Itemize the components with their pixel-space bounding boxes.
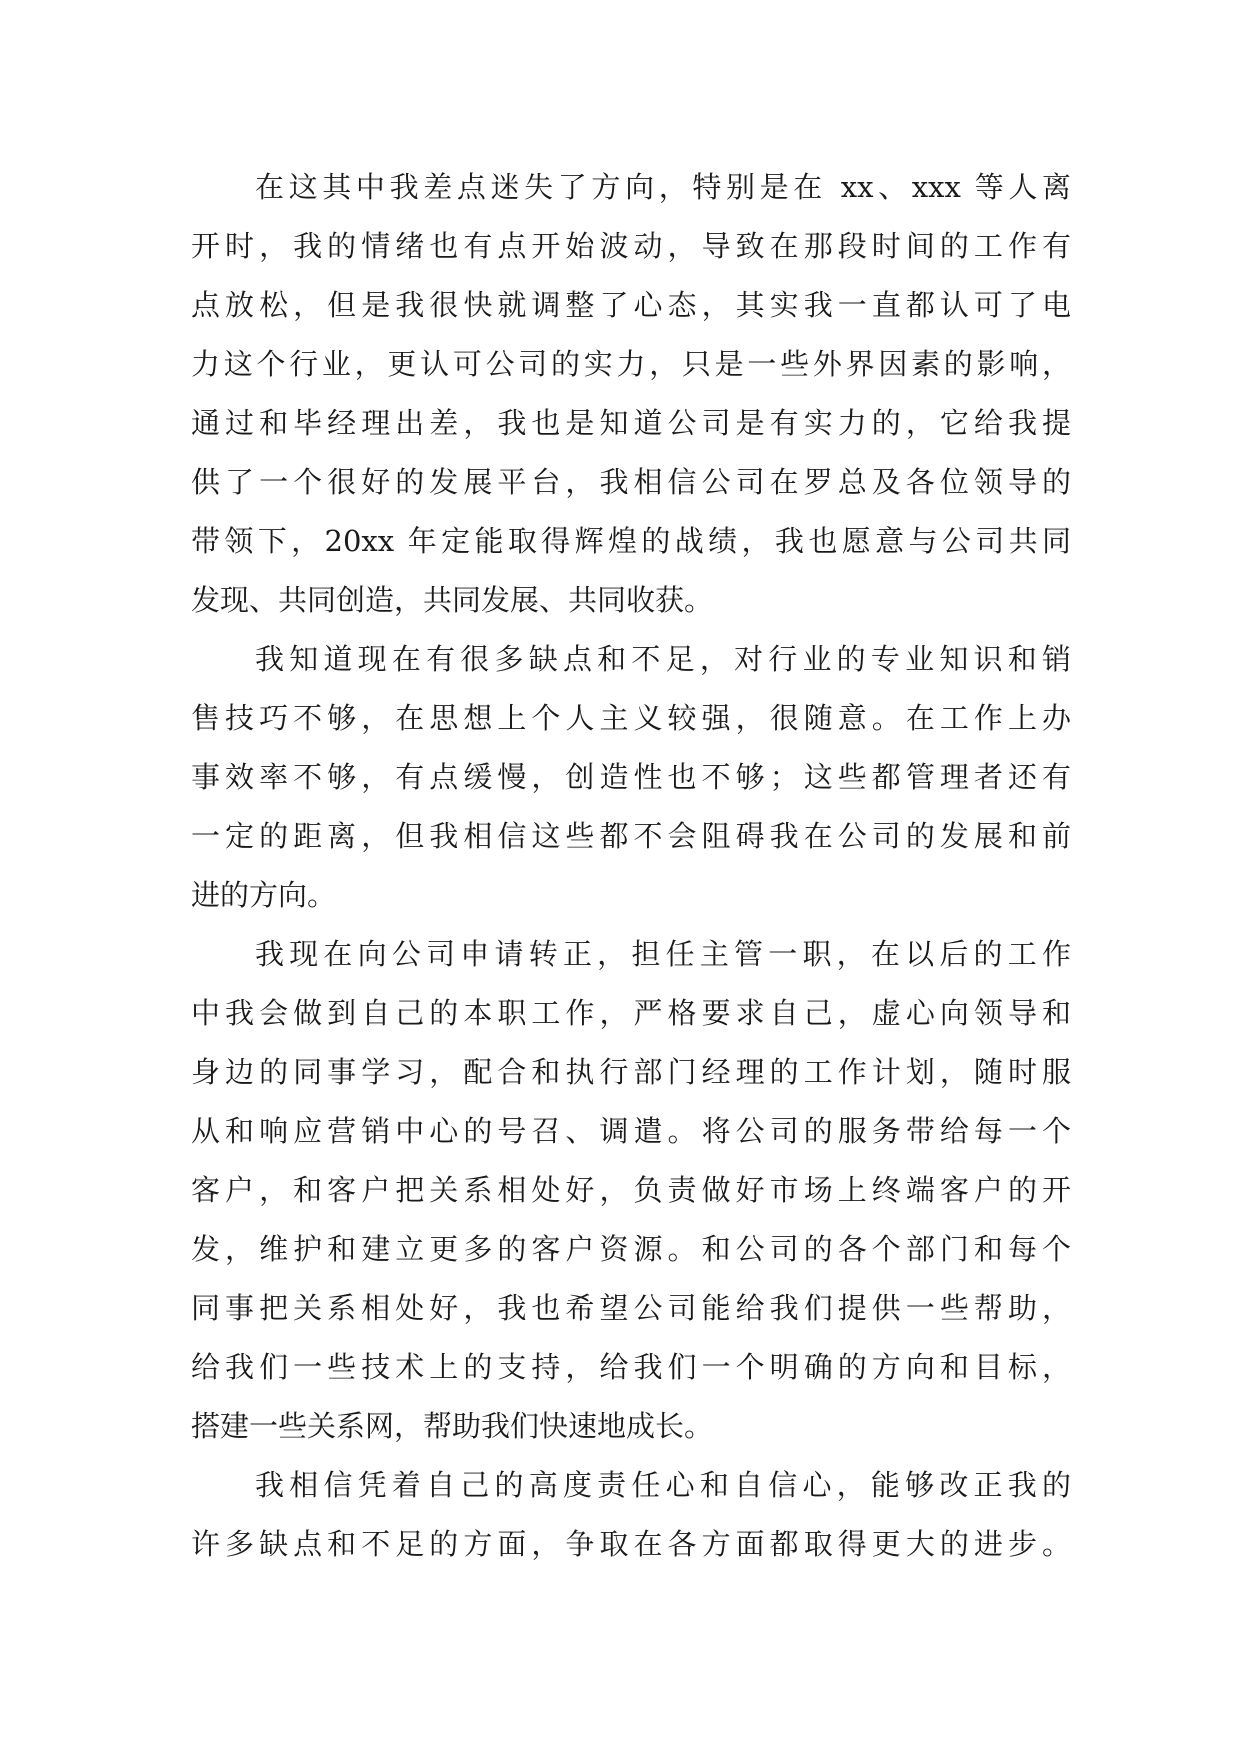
text-line: 我相信凭着自己的高度责任心和自信心，能够改正我的 bbox=[255, 1468, 1071, 1502]
text-line: 通过和毕经理出差，我也是知道公司是有实力的，它给我提 bbox=[191, 406, 1071, 440]
text-line: 带领下，20xx 年定能取得辉煌的战绩，我也愿意与公司共同 bbox=[191, 524, 1071, 558]
text-line: 力这个行业，更认可公司的实力，只是一些外界因素的影响， bbox=[191, 347, 1071, 381]
text-line: 在这其中我差点迷失了方向，特别是在 xx、xxx 等人离 bbox=[255, 170, 1071, 204]
text-line: 售技巧不够，在思想上个人主义较强，很随意。在工作上办 bbox=[191, 701, 1071, 735]
paragraph-4 bbox=[191, 1456, 1071, 1574]
text-line: 我知道现在有很多缺点和不足，对行业的专业知识和销 bbox=[255, 642, 1071, 676]
text-line: 中我会做到自己的本职工作，严格要求自己，虚心向领导和 bbox=[191, 996, 1071, 1030]
text-line: 发，维护和建立更多的客户资源。和公司的各个部门和每个 bbox=[191, 1232, 1071, 1266]
text-line: 搭建一些关系网，帮助我们快速地成长。 bbox=[191, 1409, 714, 1443]
text-line: 从和响应营销中心的号召、调遣。将公司的服务带给每一个 bbox=[191, 1114, 1071, 1148]
text-line: 供了一个很好的发展平台，我相信公司在罗总及各位领导的 bbox=[191, 465, 1071, 499]
text-line: 许多缺点和不足的方面，争取在各方面都取得更大的进步。 bbox=[191, 1527, 1071, 1561]
paragraph-2 bbox=[191, 630, 1071, 925]
text-line: 事效率不够，有点缓慢，创造性也不够；这些都管理者还有 bbox=[191, 760, 1071, 794]
text-line: 一定的距离，但我相信这些都不会阻碍我在公司的发展和前 bbox=[191, 819, 1071, 853]
text-line: 给我们一些技术上的支持，给我们一个明确的方向和目标， bbox=[191, 1350, 1071, 1384]
text-line: 我现在向公司申请转正，担任主管一职，在以后的工作 bbox=[255, 937, 1071, 971]
text-line: 发现、共同创造，共同发展、共同收获。 bbox=[191, 583, 714, 617]
paragraph-1 bbox=[191, 158, 1071, 630]
text-line: 客户，和客户把关系相处好，负责做好市场上终端客户的开 bbox=[191, 1173, 1071, 1207]
text-line: 进的方向。 bbox=[191, 878, 337, 912]
text-line: 开时，我的情绪也有点开始波动，导致在那段时间的工作有 bbox=[191, 229, 1071, 263]
document-body bbox=[191, 158, 1071, 1574]
text-line: 身边的同事学习，配合和执行部门经理的工作计划，随时服 bbox=[191, 1055, 1071, 1089]
text-line: 点放松，但是我很快就调整了心态，其实我一直都认可了电 bbox=[191, 288, 1071, 322]
paragraph-3 bbox=[191, 925, 1071, 1456]
text-line: 同事把关系相处好，我也希望公司能给我们提供一些帮助， bbox=[191, 1291, 1071, 1325]
